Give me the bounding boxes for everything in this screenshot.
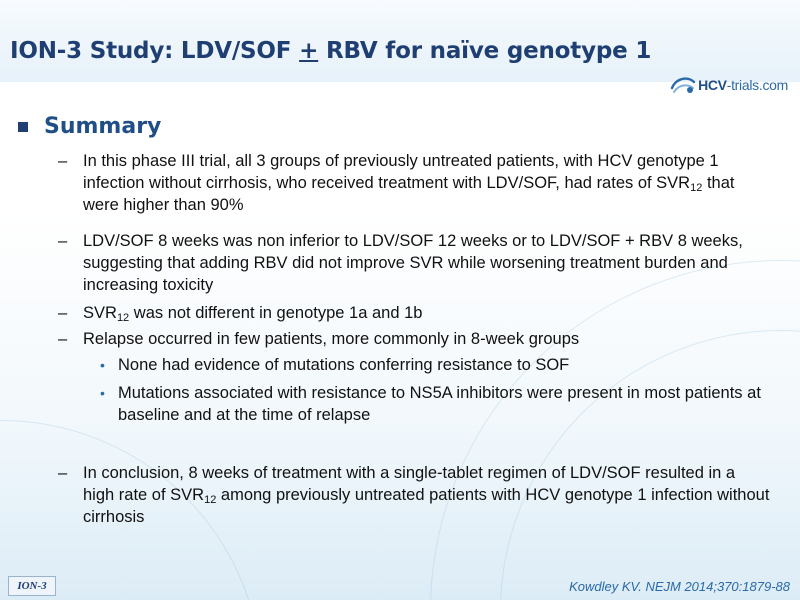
bullet-text: None had evidence of mutations conferring resistance to SOF: [118, 356, 570, 374]
sub-bullet-item: [96, 354, 786, 376]
bullet-text: LDV/SOF 8 weeks was non inferior to LDV/SOF 12 weeks or to LDV/SOF + RBV 8 weeks, suggesting that adding RBV did not improve SVR while worsening treatment burden and increasing toxicity: [83, 232, 743, 294]
dash-bullet-icon: –: [58, 464, 68, 482]
dash-bullet-icon: –: [58, 232, 68, 250]
square-bullet-icon: [18, 122, 28, 132]
dot-bullet-icon: •: [100, 357, 105, 373]
bullet-text: Relapse occurred in few patients, more commonly in 8-week groups: [83, 330, 580, 348]
dash-bullet-icon: –: [58, 152, 68, 170]
section-heading: [18, 114, 161, 139]
reference-citation: Kowdley KV. NEJM 2014;370:1879-88: [569, 579, 790, 594]
bullet-item: [58, 230, 770, 296]
section-title: Summary: [44, 114, 162, 139]
sub-bullet-item: [96, 382, 786, 426]
dot-bullet-icon: •: [100, 385, 105, 401]
dash-bullet-icon: –: [58, 304, 68, 322]
hcv-trials-logo-icon: [670, 74, 696, 96]
title-text-after: RBV for naïve genotype 1: [318, 38, 652, 64]
bullet-item: [58, 328, 770, 350]
bullet-text: In conclusion, 8 weeks of treatment with a single-tablet regimen of LDV/SOF resulted in a high rate of $SVR_{12}$ among previously untreated patients with HCV genotype 1 infection without cirrhosis: [83, 464, 770, 526]
bullet-item: [58, 462, 770, 528]
hcv-trials-logo: [670, 72, 788, 98]
study-tag: ION-3: [8, 576, 56, 596]
dash-bullet-icon: –: [58, 330, 68, 348]
bullet-text: Mutations associated with resistance to NS5A inhibitors were present in most patients at baseline and at the time of relapse: [118, 384, 761, 424]
bullet-text: $SVR_{12}$ was not different in genotype 1a and 1b: [83, 304, 423, 324]
title-text-underlined: +: [299, 38, 319, 64]
bullet-item: [58, 150, 770, 216]
bullet-text: In this phase III trial, all 3 groups of previously untreated patients, with HCV genotype 1 infection without cirrhosis, who received treatment with LDV/SOF, had rates of $SVR_{12}$ that were higher than 90%: [83, 152, 735, 214]
title-text-before: ION-3 Study: LDV/SOF: [10, 38, 300, 64]
slide-title: [10, 38, 651, 64]
logo-text: HCV-trials.com: [698, 77, 788, 93]
bullet-item: [58, 302, 770, 324]
